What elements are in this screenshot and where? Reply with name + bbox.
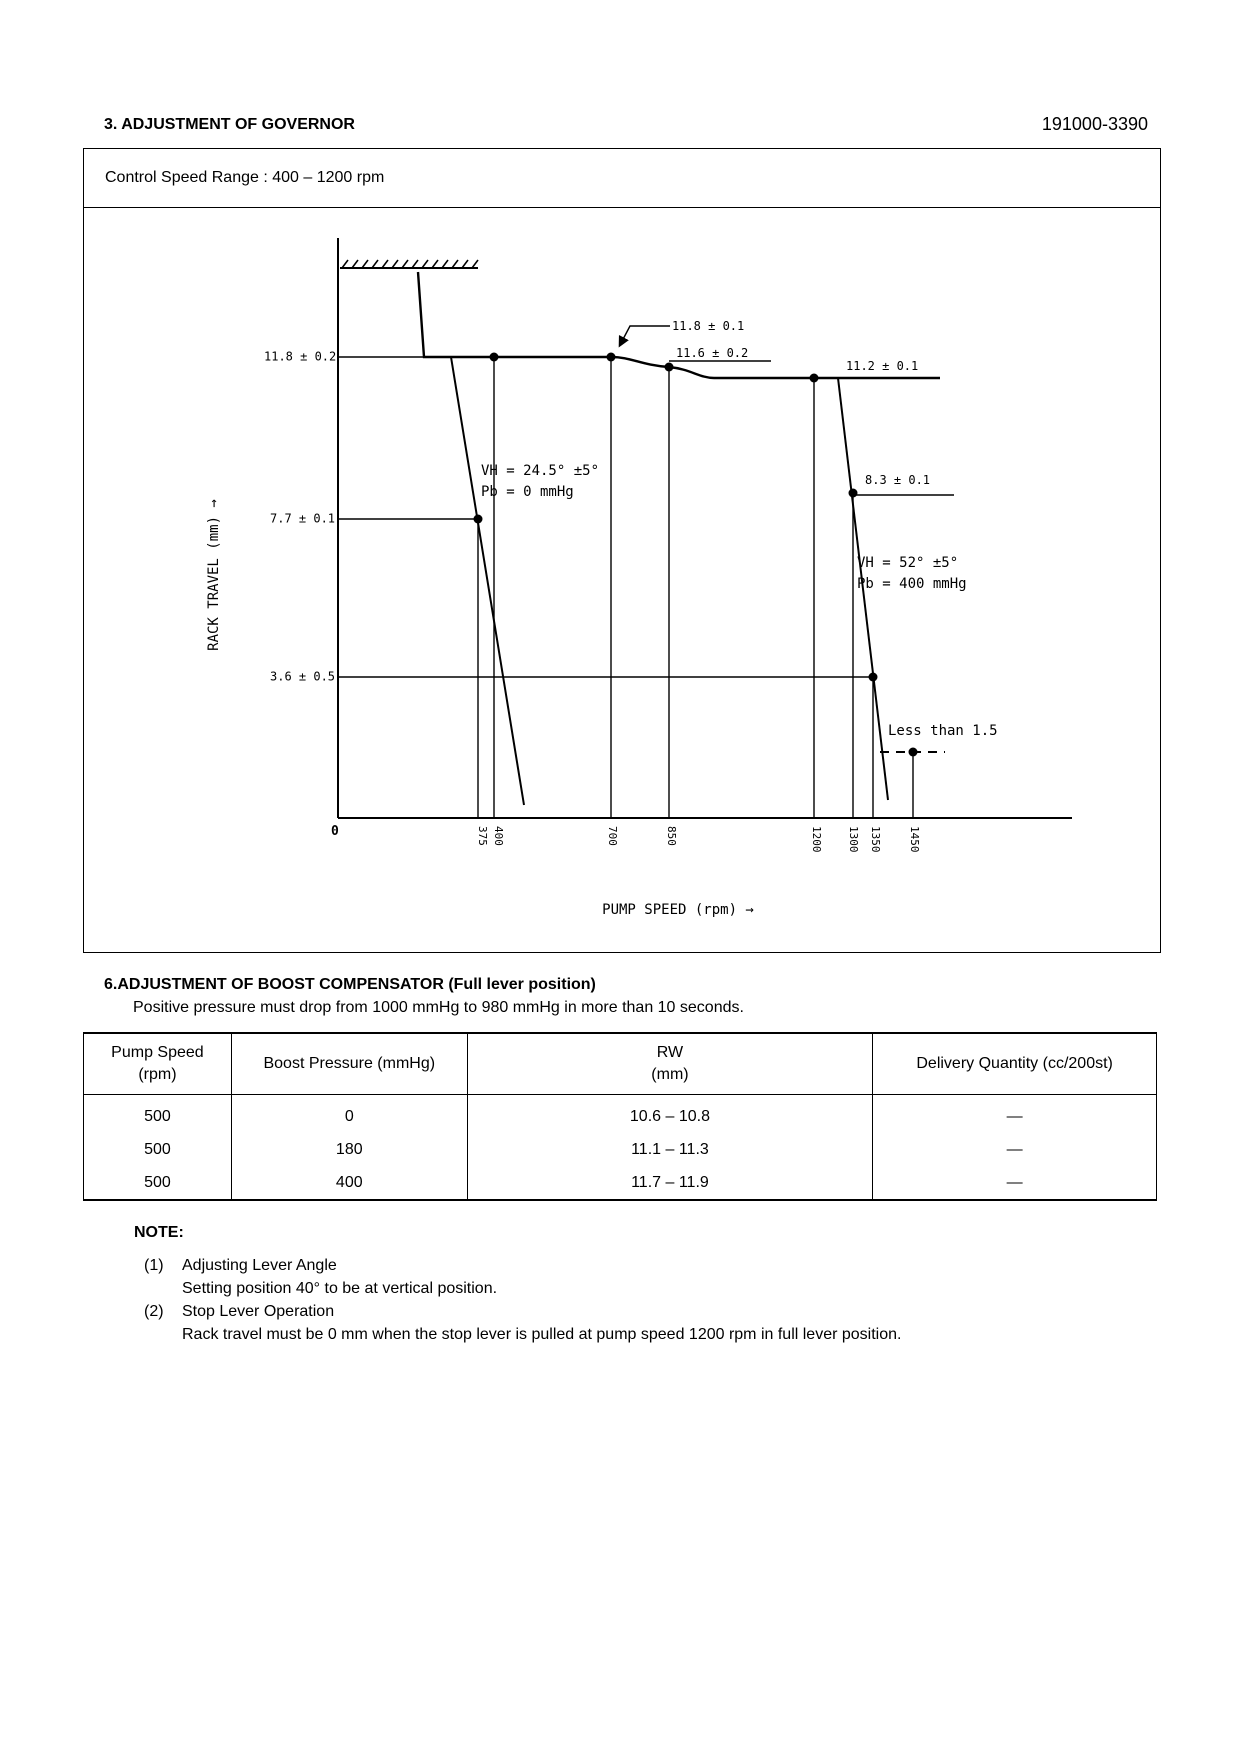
table-row: [84, 1166, 1157, 1200]
note-number-2: (2): [144, 1303, 164, 1320]
note-high-line1: VH = 52° ±5°: [857, 555, 959, 571]
x-tick-label: 1300: [847, 826, 860, 853]
x-tick-label: 1450: [908, 826, 921, 853]
boost-table: [83, 1032, 1157, 1201]
annotation-leaders: [620, 326, 954, 495]
x-tick-label: 1350: [869, 826, 882, 853]
governor-section-title: 3. ADJUSTMENT OF GOVERNOR: [104, 116, 355, 133]
cell-rw: 10.6 – 10.8: [467, 1095, 873, 1134]
point-375-7-7: [474, 515, 483, 524]
header-boost-pressure: Boost Pressure (mmHg): [231, 1033, 467, 1095]
cell-pressure: 0: [231, 1095, 467, 1134]
point-700-11-8: [607, 353, 616, 362]
note-heading-2: Stop Lever Operation: [182, 1303, 335, 1320]
table-row: [84, 1133, 1157, 1166]
x-tick-label: 375: [476, 826, 489, 846]
annotation-8-3: 8.3 ± 0.1: [865, 473, 931, 487]
boost-description: Positive pressure must drop from 1000 mmHg to 980 mmHg in more than 10 seconds.: [133, 999, 744, 1016]
annotation-11-6: 11.6 ± 0.2: [676, 346, 749, 360]
note-high-line2: Pb = 400 mmHg: [857, 576, 967, 592]
max-stopper-hatch: [340, 260, 478, 268]
cell-pressure: 180: [231, 1133, 467, 1166]
annotation-11-8: 11.8 ± 0.1: [672, 319, 745, 333]
point-400-11-8: [490, 353, 499, 362]
cell-speed: 500: [84, 1133, 232, 1166]
chart-points: [474, 353, 918, 757]
y-axis-title: RACK TRAVEL (mm) →: [206, 499, 222, 651]
x-tick-label: 1200: [810, 826, 823, 853]
x-tick-label: 850: [665, 826, 678, 846]
x-tick-labels: [476, 826, 921, 853]
point-1200-11-2: [810, 374, 819, 383]
note-number-1: (1): [144, 1257, 164, 1274]
note-low-line2: Pb = 0 mmHg: [481, 484, 574, 500]
x-axis-title: PUMP SPEED (rpm) →: [602, 902, 754, 918]
note-detail-2: Rack travel must be 0 mm when the stop lever is pulled at pump speed 1200 rpm in full lever position.: [182, 1326, 902, 1343]
note-low-line1: VH = 24.5° ±5°: [481, 463, 600, 479]
document-number: 191000-3390: [1041, 114, 1148, 134]
cell-delivery: —: [873, 1095, 1157, 1134]
x-origin-label: 0: [331, 824, 339, 839]
cell-delivery: —: [873, 1133, 1157, 1166]
cell-rw: 11.1 – 11.3: [467, 1133, 873, 1166]
point-850-11-6: [665, 363, 674, 372]
y-tick-label: 7.7 ± 0.1: [270, 511, 336, 526]
boost-section-title: 6.ADJUSTMENT OF BOOST COMPENSATOR (Full lever position): [104, 976, 596, 993]
y-tick-label: 11.8 ± 0.2: [264, 349, 337, 364]
header-rw: RW (mm): [467, 1033, 873, 1095]
cell-pressure: 400: [231, 1166, 467, 1200]
note-title: NOTE:: [134, 1224, 184, 1241]
note-detail-1: Setting position 40° to be at vertical position.: [182, 1280, 498, 1297]
control-speed-range: Control Speed Range : 400 – 1200 rpm: [105, 169, 385, 186]
point-1350-3-6: [869, 673, 878, 682]
header-pump-speed: Pump Speed (rpm): [84, 1033, 232, 1095]
annotation-idle: Less than 1.5: [888, 723, 998, 739]
annotation-11-2: 11.2 ± 0.1: [846, 359, 919, 373]
point-1300-8-3: [849, 489, 858, 498]
header-delivery: Delivery Quantity (cc/200st): [873, 1033, 1157, 1095]
cell-speed: 500: [84, 1166, 232, 1200]
table-header-row: [84, 1033, 1157, 1095]
x-tick-label: 400: [492, 826, 505, 846]
x-tick-label: 700: [606, 826, 619, 846]
y-tick-label: 3.6 ± 0.5: [270, 669, 336, 684]
table-row: [84, 1095, 1157, 1134]
cell-rw: 11.7 – 11.9: [467, 1166, 873, 1200]
droop-line-low: [451, 357, 524, 805]
speed-guide-lines: [478, 357, 913, 818]
point-1450-1-5: [909, 748, 918, 757]
note-heading-1: Adjusting Lever Angle: [182, 1257, 337, 1274]
cell-speed: 500: [84, 1095, 232, 1134]
cell-delivery: —: [873, 1166, 1157, 1200]
